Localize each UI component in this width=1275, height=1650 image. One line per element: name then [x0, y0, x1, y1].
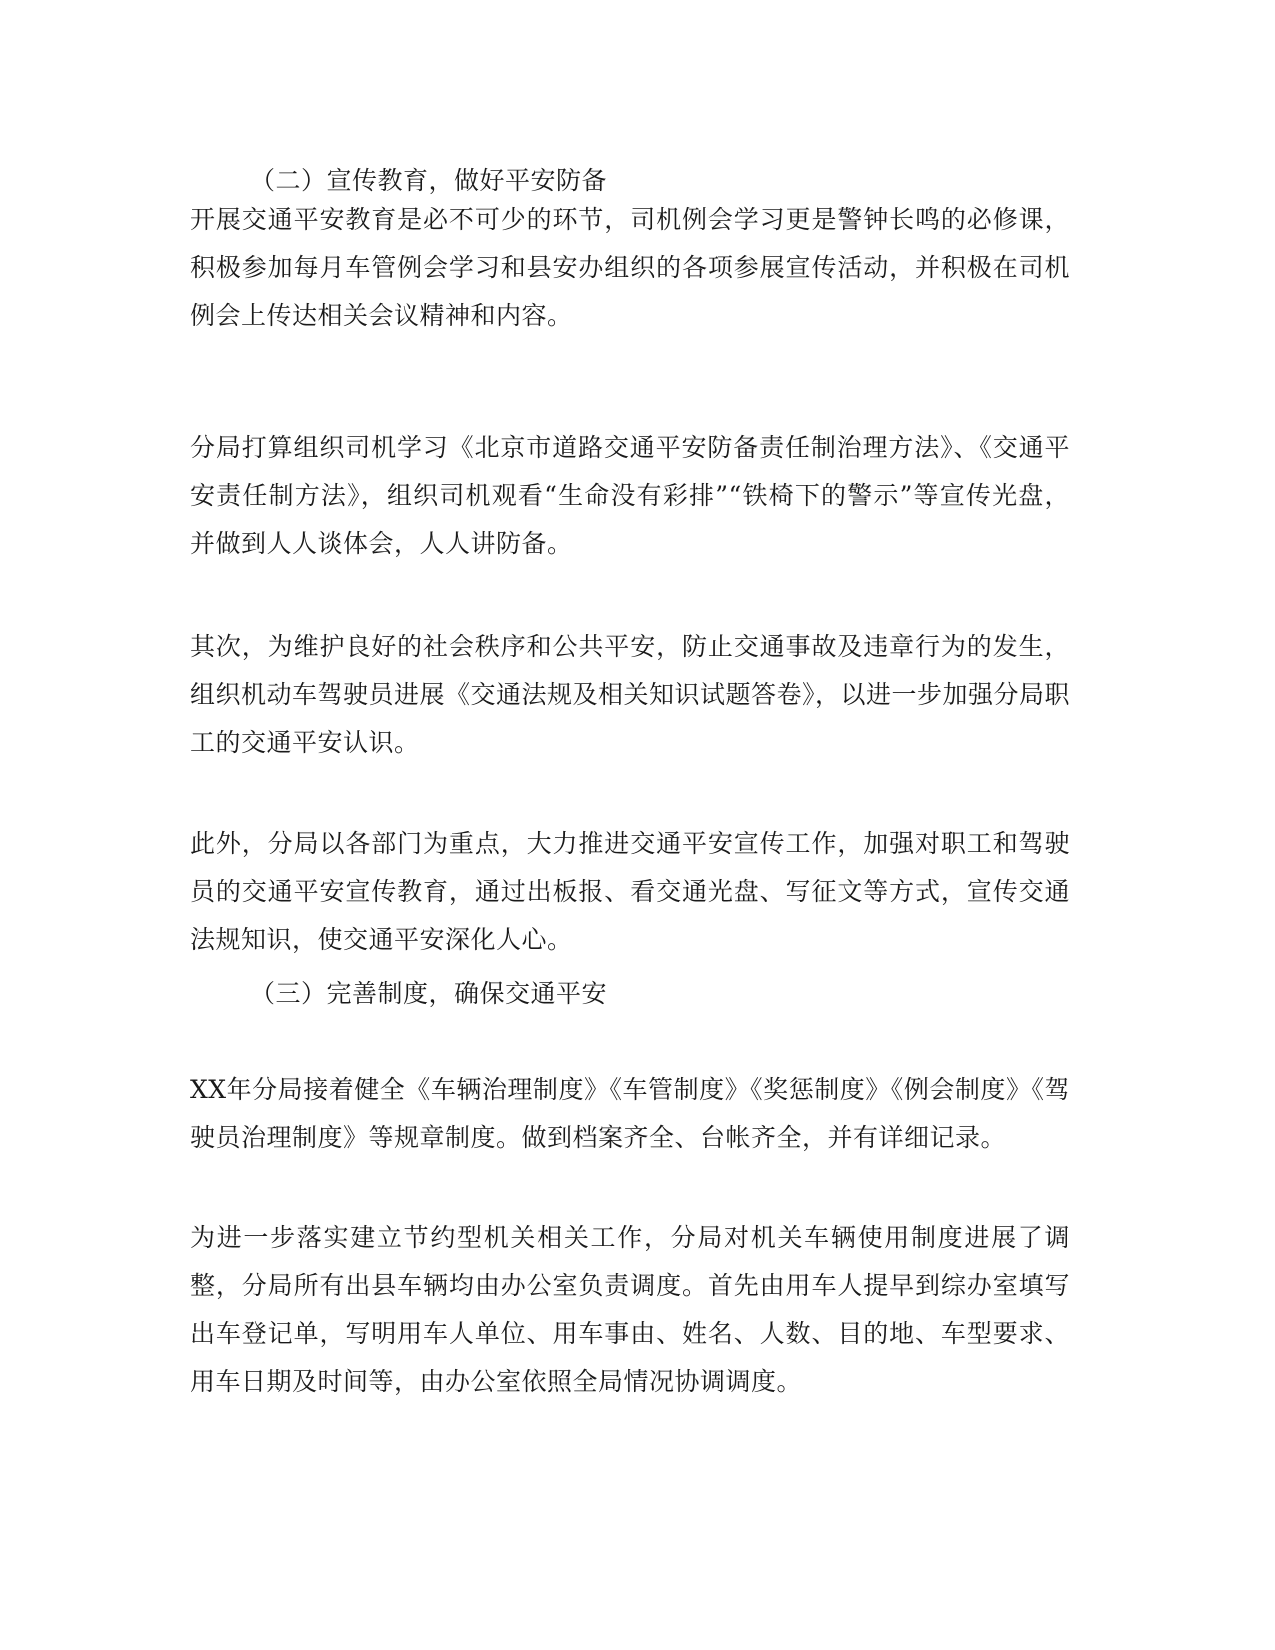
- paragraph-traffic-safety-education: 开展交通平安教育是必不可少的环节，司机例会学习更是警钟长鸣的必修课，积极参加每月车管例会学习和县安办组织的各项参展宣传活动，并积极在司机例会上传达相关会议精神和内容。: [190, 205, 1070, 330]
- section-three-heading: （三）完善制度，确保交通平安: [250, 979, 608, 1008]
- paragraph-traffic-law-quiz: 其次，为维护良好的社会秩序和公共平安，防止交通事故及违章行为的发生，组织机动车驾驶员进展《交通法规及相关知识试题答卷》，以进一步加强分局职工的交通平安认识。: [190, 632, 1071, 757]
- paragraph-driver-study-plan: 分局打算组织司机学习《北京市道路交通平安防备责任制治理方法》、《交通平安责任制方法》，组织司机观看“生命没有彩排”“铁椅下的警示”等宣传光盘，并做到人人谈体会，人人讲防备。: [190, 433, 1070, 558]
- paragraph-rules-system: XX年分局接着健全《车辆治理制度》《车管制度》《奖惩制度》《例会制度》《驾驶员治理制度》等规章制度。做到档案齐全、台帐齐全，并有详细记录。: [190, 1075, 1070, 1152]
- paragraph-vehicle-dispatch: 为进一步落实建立节约型机关相关工作，分局对机关车辆使用制度进展了调整，分局所有出县车辆均由办公室负责调度。首先由用车人提早到综办室填写出车登记单，写明用车人单位、用车事由、姓名、人数、目的地、车型要求、用车日期及时间等，由办公室依照全局情况协调调度。: [190, 1223, 1070, 1396]
- section-two-heading: （二）宣传教育，做好平安防备: [250, 166, 608, 195]
- paragraph-publicity-work: 此外，分局以各部门为重点，大力推进交通平安宣传工作，加强对职工和驾驶员的交通平安宣传教育，通过出板报、看交通光盘、写征文等方式，宣传交通法规知识，使交通平安深化人心。: [190, 829, 1070, 954]
